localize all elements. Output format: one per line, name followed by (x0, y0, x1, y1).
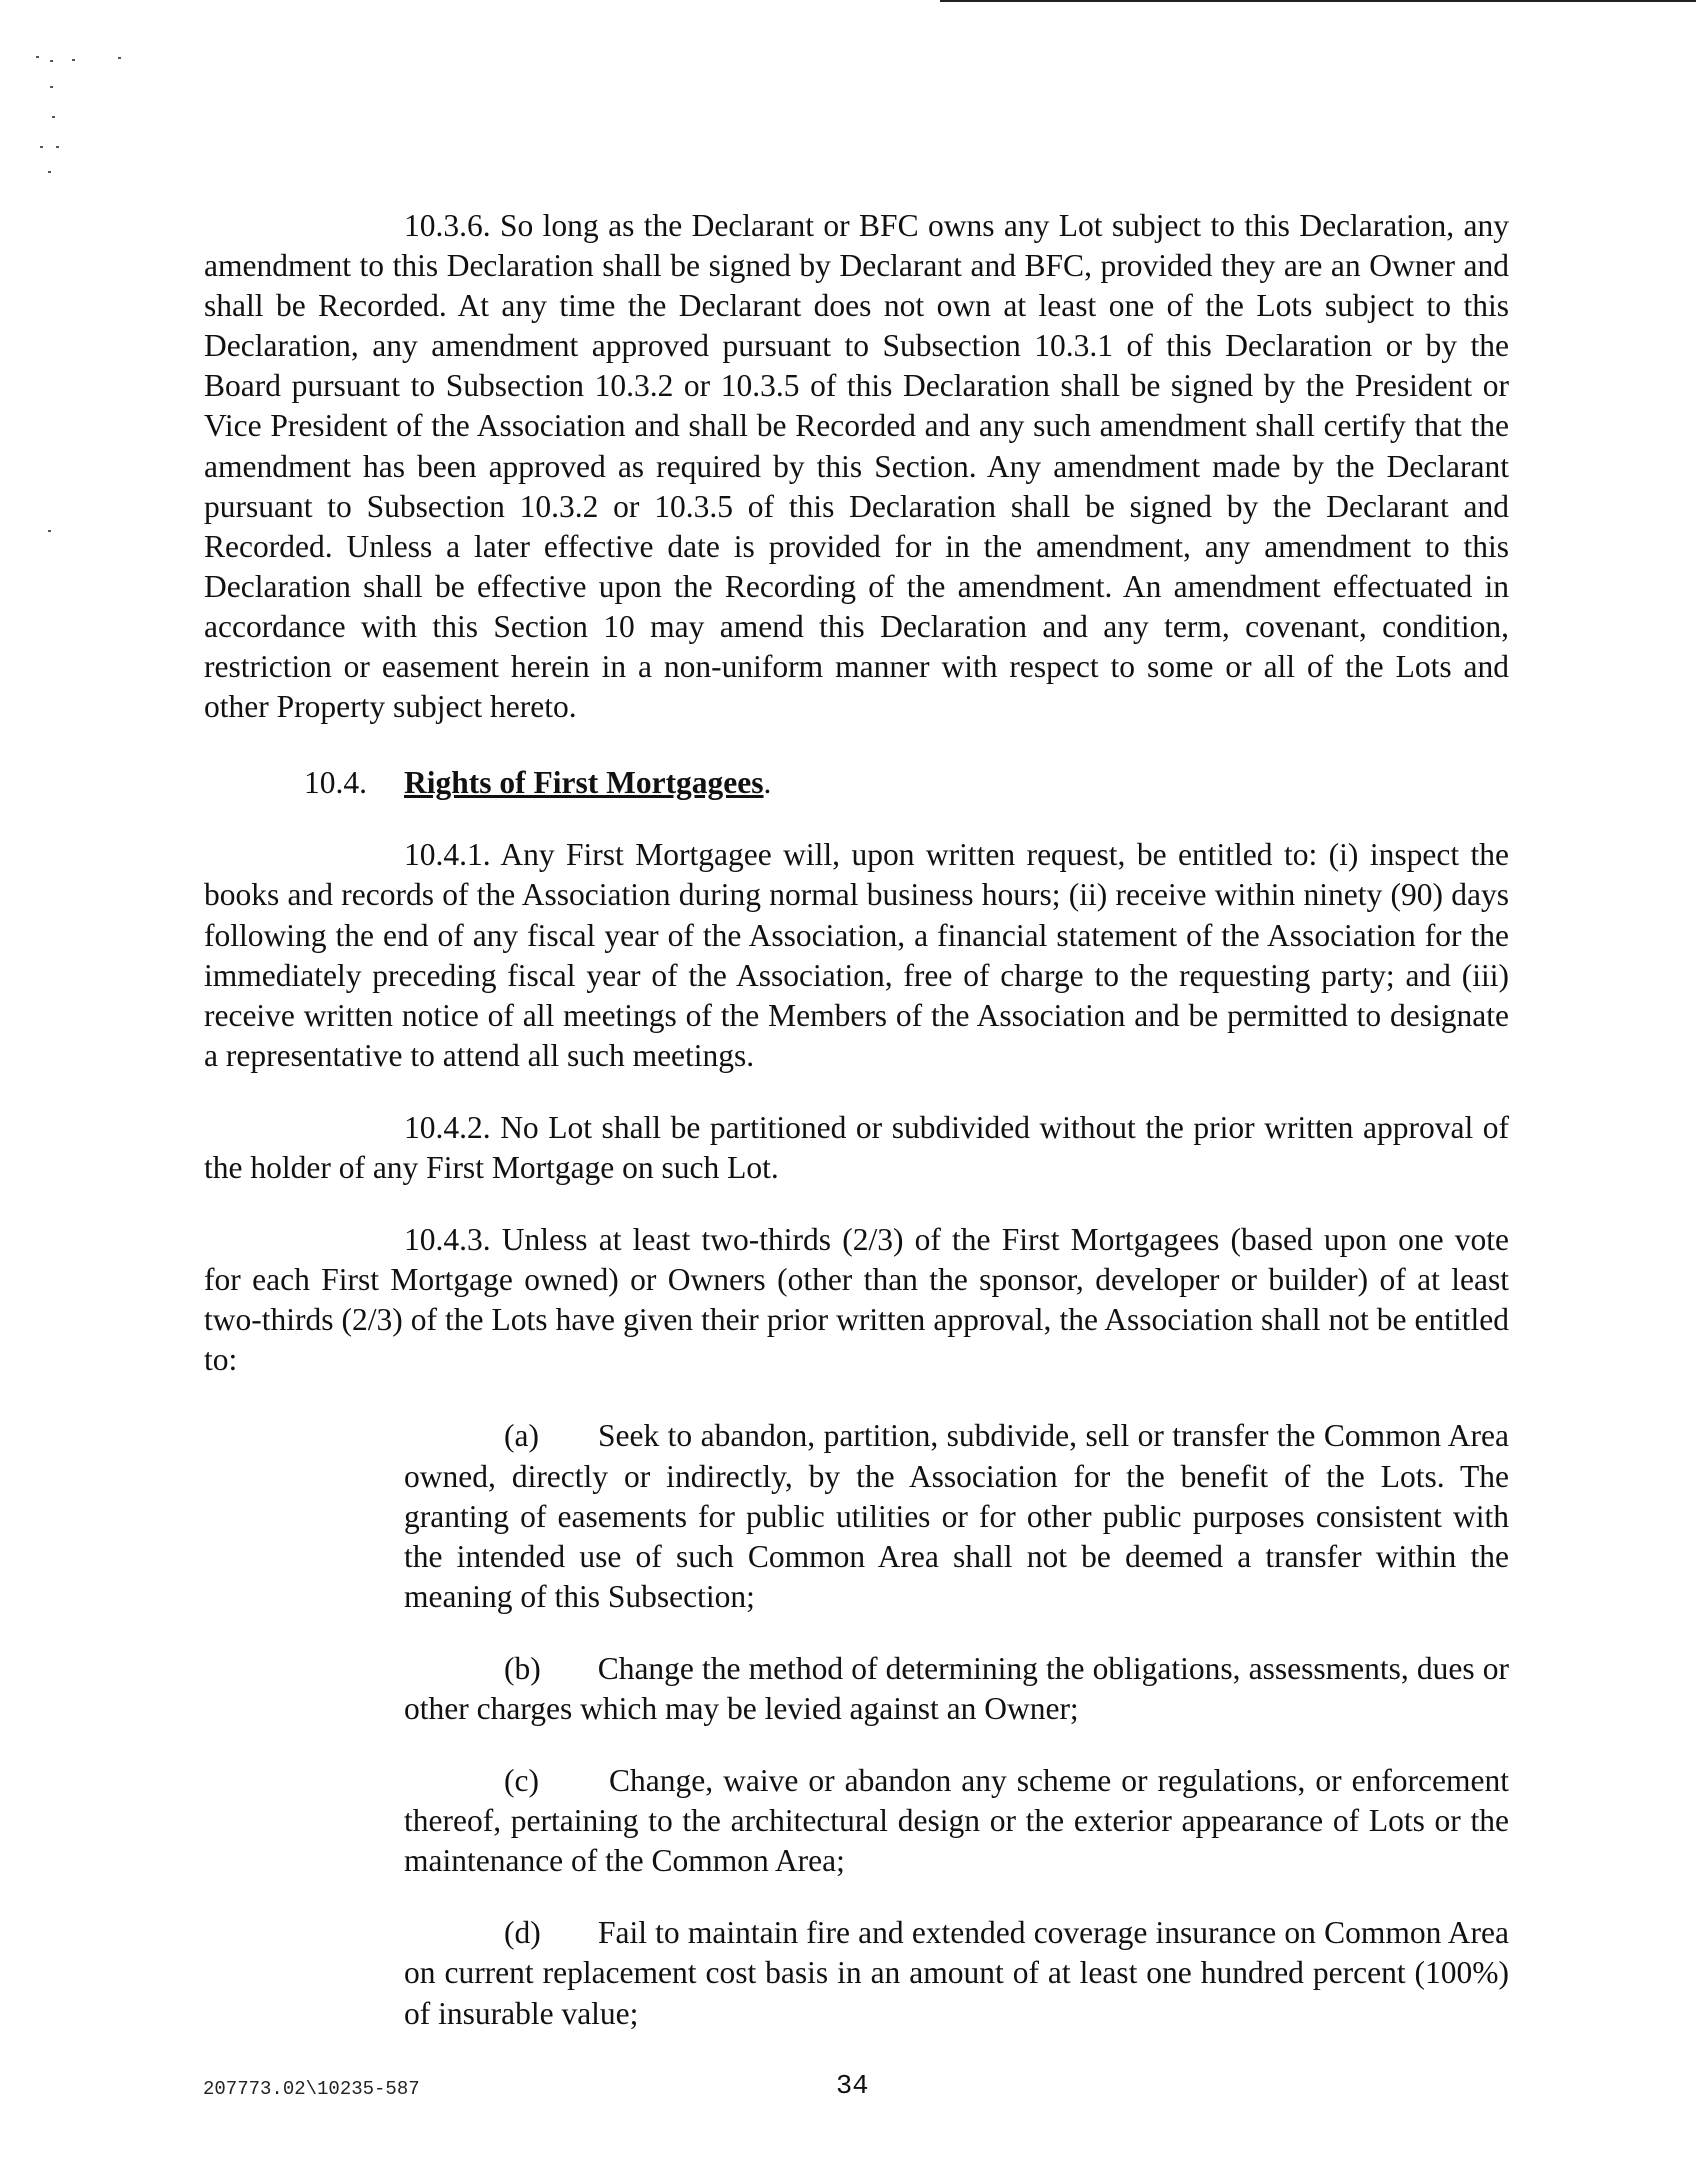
section-title: Rights of First Mortgagees (404, 765, 764, 801)
section-title-period: . (763, 765, 772, 801)
section-heading-10-4 (204, 763, 1509, 803)
paragraph-10-4-3: 10.4.3. Unless at least two-thirds (2/3) of the First Mortgagees (based upon one vote for each First Mortgage owned) or Owners (other than the sponsor, developer or builder) of at least two-thirds (2/3) of the Lots have given their prior written approval, the Association shall not be entitled to: (204, 1222, 1509, 1378)
paragraph-10-3-6: 10.3.6. So long as the Declarant or BFC owns any Lot subject to this Declaration, any amendment to this Declaration shall be signed by Declarant and BFC, provided they are an Owner and shall be Recorded. At any time the Declarant does not own at least one of the Lots subject to this Declaration, any amendment approved pursuant to Subsection 10.3.1 of this Declaration or by the Board pursuant to Subsection 10.3.2 or 10.3.5 of this Declaration shall be signed by the President or Vice President of the Association and shall be Recorded and any such amendment shall certify that the amendment has been approved as required by this Section. Any amendment made by the Declarant pursuant to Subsection 10.3.2 or 10.3.5 of this Declaration shall be signed by the Declarant and Recorded. Unless a later effective date is provided for in the amendment, any amendment to this Declaration shall be effective upon the Recording of the amendment. An amendment effectuated in accordance with this Section 10 may amend this Declaration and any term, covenant, condition, restriction or easement herein in a non-uniform manner with respect to some or all of the Lots and other Property subject hereto. (204, 208, 1509, 725)
item-label: (b) (504, 1650, 541, 1686)
list-item-d (404, 1913, 1509, 2033)
footer-page-number: 34 (836, 2072, 869, 2102)
item-label: (c) (504, 1763, 539, 1799)
list-item-c (404, 1761, 1509, 1881)
section-number: 10.4. (304, 765, 367, 801)
document-body (204, 206, 1509, 2034)
footer-document-id: 207773.02\10235-587 (203, 2078, 420, 2100)
item-label: (a) (504, 1418, 539, 1454)
paragraph-10-4-2: 10.4.2. No Lot shall be partitioned or subdivided without the prior written approval of the holder of any First Mortgage on such Lot. (204, 1109, 1509, 1185)
item-label: (d) (504, 1915, 541, 1951)
paragraph-10-4-1: 10.4.1. Any First Mortgagee will, upon written request, be entitled to: (i) inspect the books and records of the Association during normal business hours; (ii) receive within ninety (90) days following the end of any fiscal year of the Association, a financial statement of the Association for the immediately preceding fiscal year of the Association, free of charge to the requesting party; and (iii) receive written notice of all meetings of the Members of the Association and be permitted to designate a representative to attend all such meetings. (204, 837, 1509, 1073)
list-item-b (404, 1649, 1509, 1729)
item-text: Seek to abandon, partition, subdivide, sell or transfer the Common Area owned, directly or indirectly, by the Association for the benefit of the Lots. The granting of easements for public utilities or for other public purposes consistent with the intended use of such Common Area shall not be deemed a transfer within the meaning of this Subsection; (404, 1418, 1509, 1614)
list-item-a (404, 1416, 1509, 1616)
item-text: Change, waive or abandon any scheme or regulations, or enforcement thereof, pertaining to the architectural design or the exterior appearance of Lots or the maintenance of the Common Area; (404, 1763, 1509, 1879)
top-scan-rule (940, 0, 1696, 2)
item-text: Fail to maintain fire and extended coverage insurance on Common Area on current replacement cost basis in an amount of at least one hundred percent (100%) of insurable value; (404, 1915, 1509, 2031)
item-text: Change the method of determining the obligations, assessments, dues or other charges which may be levied against an Owner; (404, 1650, 1509, 1726)
